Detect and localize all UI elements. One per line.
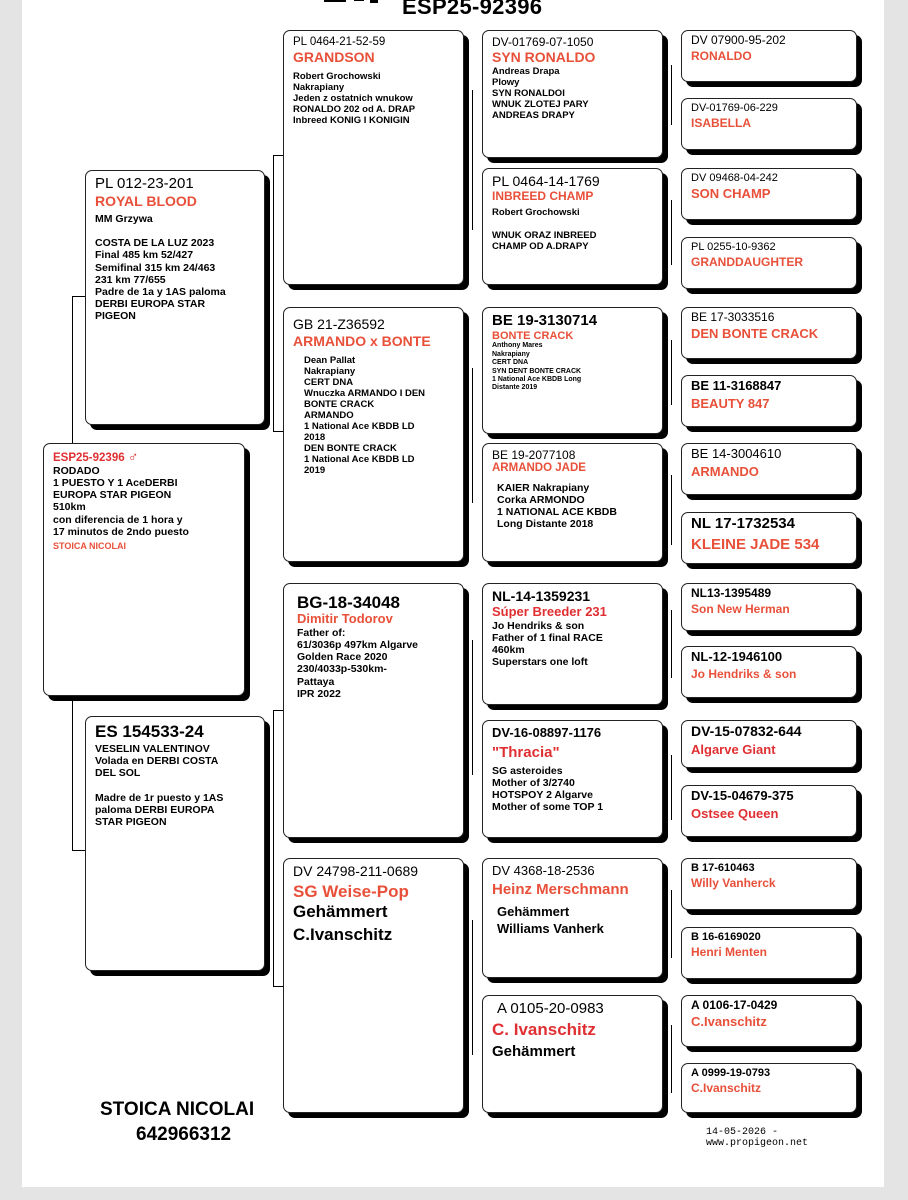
gen5-name: ARMANDO: [691, 463, 759, 479]
connector-line: [273, 710, 274, 986]
dsd-ring: DV-16-08897-1176: [492, 725, 602, 740]
sdd-card[interactable]: [482, 443, 663, 562]
male-sex-icon: ♂: [127, 448, 139, 464]
connector-line: [273, 710, 283, 711]
dsd-card[interactable]: [482, 720, 663, 838]
gen5-card[interactable]: [681, 443, 857, 495]
connector-line: [472, 368, 473, 503]
dss-description: Jo Hendriks & son Father of 1 final RACE 460km Superstars one loft: [492, 619, 603, 669]
gen5-card[interactable]: [681, 927, 857, 979]
gen5-name: BEAUTY 847: [691, 395, 770, 411]
connector-line: [671, 1025, 672, 1093]
sire-sire-card[interactable]: [283, 30, 464, 285]
sire-dam-description: Dean Pallat Nakrapiany CERT DNA Wnuczka ARMANDO I DEN BONTE CRACK ARMANDO 1 National Ace KBDB LD 2018 DEN BONTE CRACK 1 National Ace KBDB LD 2019: [304, 354, 426, 476]
ddd-name: C. Ivanschitz: [492, 1019, 596, 1039]
connector-line: [273, 155, 283, 156]
gen5-card[interactable]: [681, 237, 857, 289]
connector-line: [671, 200, 672, 265]
dss-card[interactable]: [482, 583, 663, 705]
sdd-ring: BE 19-2077108: [492, 448, 576, 462]
connector-line: [671, 65, 672, 125]
connector-line: [671, 610, 672, 678]
ssd-description: Robert Grochowski WNUK ORAZ INBREED CHAMP OD A.DRAPY: [492, 207, 597, 252]
gen5-card[interactable]: [681, 512, 857, 564]
dsd-name: "Thracia": [492, 743, 560, 761]
gen5-ring: PL 0255-10-9362: [691, 241, 776, 253]
subject-ring: ESP25-92396: [53, 452, 125, 464]
dsd-description: SG asteroides Mother of 3/2740 HOTSPOY 2 Algarve Mother of some TOP 1: [492, 764, 604, 814]
dds-name: Heinz Merschmann: [492, 880, 629, 898]
dam-sire-ring: BG-18-34048: [297, 593, 401, 612]
dam-sire-description: Father of: 61/3036p 497km Algarve Golden Race 2020 230/4033p-530km- Pattaya IPR 2022: [297, 626, 419, 700]
connector-line: [273, 986, 283, 987]
connector-line: [671, 755, 672, 820]
sire-sire-description: Robert Grochowski Nakrapiany Jeden z ostatnich wnukow RONALDO 202 od A. DRAP Inbreed KONIG I KONIGIN: [293, 70, 416, 127]
gen5-card[interactable]: [681, 720, 857, 768]
gen5-name: Henri Menten: [691, 945, 768, 960]
gen5-name: SON CHAMP: [691, 186, 771, 202]
gen5-card[interactable]: [681, 307, 857, 359]
sss-card[interactable]: [482, 30, 663, 158]
gen5-ring: DV 09468-04-242: [691, 172, 778, 184]
gen5-card[interactable]: [681, 168, 857, 220]
ddd-ring: A 0105-20-0983: [497, 1000, 604, 1017]
gen5-name: ISABELLA: [691, 116, 751, 131]
sss-ring: DV-01769-07-1050: [492, 35, 594, 49]
gen5-card[interactable]: [681, 646, 857, 698]
gen5-ring: DV 07900-95-202: [691, 33, 786, 47]
dss-name: Súper Breeder 231: [492, 603, 607, 619]
sire-dam-ring: GB 21-Z36592: [293, 316, 385, 332]
sds-description: Anthony Mares Nakrapiany CERT DNA SYN DENT BONTE CRACK 1 National Ace KBDB Long Distante 2019: [492, 342, 582, 392]
gen5-ring: NL13-1395489: [691, 586, 772, 600]
dam-description: VESELIN VALENTINOV Volada en DERBI COSTA DEL SOL Madre de 1r puesto y 1AS paloma DERBI EUROPA STAR PIGEON: [95, 743, 224, 829]
gen5-ring: DV-15-07832-644: [691, 723, 802, 739]
gen5-ring: DV-01769-06-229: [691, 102, 778, 114]
sire-dam-name: ARMANDO x BONTE: [293, 332, 431, 349]
sire-card[interactable]: [85, 170, 265, 425]
dds-card[interactable]: [482, 858, 663, 978]
connector-line: [273, 155, 274, 431]
dam-dam-card[interactable]: [283, 858, 464, 1113]
gen5-ring: NL 17-1732534: [691, 515, 795, 532]
sire-sire-ring: PL 0464-21-52-59: [293, 36, 386, 48]
sds-name: BONTE CRACK: [492, 329, 574, 342]
connector-line: [671, 340, 672, 405]
sire-ring: PL 012-23-201: [95, 175, 194, 192]
gen5-card[interactable]: [681, 583, 857, 631]
gen5-name: RONALDO: [691, 49, 752, 64]
connector-line: [671, 890, 672, 958]
sdd-name: ARMANDO JADE: [492, 462, 586, 475]
sds-card[interactable]: [482, 307, 663, 434]
gen5-card[interactable]: [681, 995, 857, 1047]
gen5-ring: A 0999-19-0793: [691, 1067, 771, 1079]
sire-name: ROYAL BLOOD: [95, 192, 197, 209]
gen5-ring: BE 17-3033516: [691, 310, 775, 324]
gen5-ring: NL-12-1946100: [691, 649, 783, 664]
gen5-card[interactable]: [681, 30, 857, 82]
ddd-card[interactable]: [482, 995, 663, 1113]
owner-phone: 642966312: [136, 1123, 232, 1145]
sss-description: Andreas Drapa Plowy SYN RONALDOI WNUK ZLOTEJ PARY ANDREAS DRAPY: [492, 65, 589, 121]
gen5-ring: B 16-6169020: [691, 931, 761, 943]
gen5-ring: BE 14-3004610: [691, 446, 782, 461]
gen5-card[interactable]: [681, 375, 857, 427]
gen5-ring: A 0106-17-0429: [691, 998, 778, 1012]
dam-dam-description: Gehämmert C.Ivanschitz: [293, 902, 393, 945]
pedigree-sheet: [22, 0, 884, 1187]
gen5-card[interactable]: [681, 98, 857, 150]
ddd-description: Gehämmert: [492, 1043, 576, 1061]
gen5-card[interactable]: [681, 858, 857, 910]
ssd-card[interactable]: [482, 168, 663, 285]
dam-sire-card[interactable]: [283, 583, 464, 838]
dam-ring: ES 154533-24: [95, 722, 204, 741]
gen5-ring: DV-15-04679-375: [691, 788, 794, 803]
gen5-name: C.Ivanschitz: [691, 1081, 762, 1096]
connector-line: [671, 475, 672, 545]
connector-line: [472, 920, 473, 1055]
owner-name: STOICA NICOLAI: [100, 1099, 255, 1120]
gen5-ring: BE 11-3168847: [691, 378, 782, 393]
gen5-name: KLEINE JADE 534: [691, 535, 820, 553]
dam-card[interactable]: [85, 716, 265, 971]
dam-sire-name: Dimitir Todorov: [297, 611, 393, 627]
gen5-name: Algarve Giant: [691, 741, 776, 757]
connector-line: [72, 700, 73, 850]
footer-text: 14-05-2026 - www.propigeon.net: [706, 1127, 809, 1149]
sds-ring: BE 19-3130714: [492, 312, 598, 329]
gen5-name: GRANDDAUGHTER: [691, 255, 803, 270]
subject-breeder: STOICA NICOLAI: [53, 540, 127, 551]
connector-line: [472, 90, 473, 230]
sss-name: SYN RONALDO: [492, 49, 596, 66]
ssd-ring: PL 0464-14-1769: [492, 173, 600, 189]
connector-line: [72, 850, 85, 851]
sire-dam-card[interactable]: [283, 307, 464, 562]
dam-dam-name: SG Weise-Pop: [293, 881, 409, 901]
connector-line: [273, 431, 283, 432]
page-title: ESP25-92396: [402, 0, 543, 19]
connector-line: [472, 640, 473, 775]
dss-ring: NL-14-1359231: [492, 588, 591, 604]
dds-description: Gehämmert Williams Vanherk: [497, 903, 604, 936]
gen5-card[interactable]: [681, 785, 857, 837]
gen5-name: Ostsee Queen: [691, 805, 779, 821]
dam-dam-ring: DV 24798-211-0689: [293, 863, 419, 879]
subject-card[interactable]: [43, 443, 245, 696]
sdd-description: KAIER Nakrapiany Corka ARMONDO 1 NATIONAL ACE KBDB Long Distante 2018: [497, 481, 617, 531]
logo-fragment-icon: [324, 0, 384, 11]
ssd-name: INBREED CHAMP: [492, 188, 594, 203]
gen5-card[interactable]: [681, 1063, 857, 1113]
connector-line: [72, 296, 73, 446]
gen5-name: Willy Vanherck: [691, 876, 776, 891]
gen5-name: Jo Hendriks & son: [691, 666, 797, 681]
sire-description: MM Grzywa COSTA DE LA LUZ 2023 Final 485 km 52/427 Semifinal 315 km 24/463 231 km 77/655 Padre de 1a y 1AS paloma DERBI EUROPA STAR PIGEON: [95, 212, 226, 323]
owner-block: [100, 1098, 254, 1147]
gen5-ring: B 17-610463: [691, 862, 755, 874]
gen5-name: DEN BONTE CRACK: [691, 326, 819, 342]
gen5-name: Son New Herman: [691, 602, 790, 617]
subject-description: RODADO 1 PUESTO Y 1 AceDERBI EUROPA STAR PIGEON 510km con diferencia de 1 hora y 17 minutos de 2ndo puesto: [53, 464, 189, 538]
connector-line: [72, 296, 85, 297]
dds-ring: DV 4368-18-2536: [492, 863, 595, 878]
gen5-name: C.Ivanschitz: [691, 1014, 767, 1030]
sire-sire-name: GRANDSON: [293, 48, 375, 65]
